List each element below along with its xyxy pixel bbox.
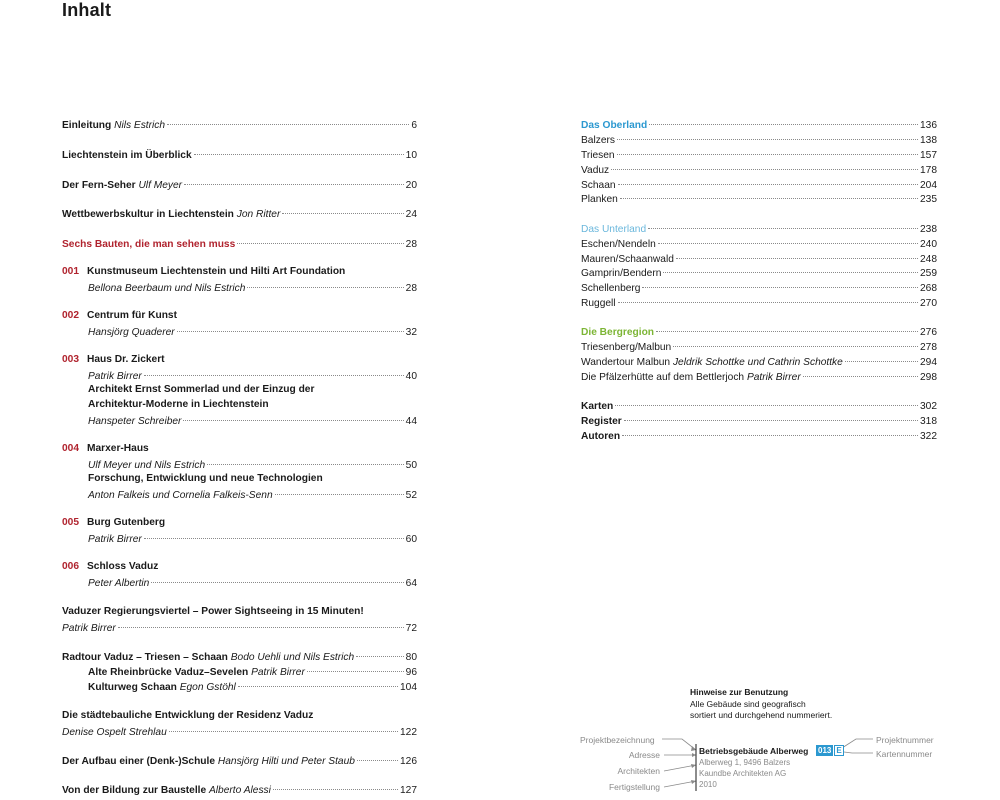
map-number-badge: E <box>836 746 842 755</box>
legend-label-fertigstellung: Fertigstellung <box>608 782 660 792</box>
toc-entry: Eschen/Nendeln 240 <box>581 236 937 250</box>
toc-entry: Vaduz 178 <box>581 162 937 176</box>
toc-building-entry: 006 Schloss Vaduz <box>62 561 159 572</box>
legend-sample-year: 2010 <box>699 780 717 789</box>
legend-sample-address: Alberweg 1, 9496 Balzers <box>699 758 791 767</box>
legend-title: Hinweise zur Benutzung <box>690 687 789 697</box>
toc-entry: Hanspeter Schreiber 44 <box>62 413 417 427</box>
toc-entry: Patrik Birrer 40 <box>62 368 417 382</box>
toc-entry: Einleitung Nils Estrich 6 <box>62 117 417 131</box>
toc-entry: Patrik Birrer 60 <box>62 531 417 545</box>
legend-label-projektbezeichnung: Projektbezeichnung <box>580 735 655 745</box>
project-number-badge: 013 <box>818 746 832 755</box>
toc-entry: Balzers 138 <box>581 132 937 146</box>
toc-entry: Die Pfälzerhütte auf dem Bettlerjoch Patrik Birrer 298 <box>581 369 937 383</box>
toc-entry: Hansjörg Quaderer 32 <box>62 324 417 338</box>
toc-entry: Vaduzer Regierungsviertel – Power Sightseeing in 15 Minuten! <box>62 606 364 617</box>
toc-entry: Alte Rheinbrücke Vaduz–Sevelen Patrik Birrer 96 <box>62 664 417 678</box>
legend-label-projektnummer: Projektnummer <box>876 735 934 745</box>
legend-label-kartennummer: Kartennummer <box>876 749 933 759</box>
legend-label-adresse: Adresse <box>628 750 660 760</box>
toc-entry: Wettbewerbskultur in Liechtenstein Jon Ritter 24 <box>62 206 417 220</box>
legend-label-architekten: Architekten <box>617 766 660 776</box>
legend-body: Alle Gebäude sind geografisch sortiert und durchgehend nummeriert. <box>690 699 833 720</box>
legend-sample-badge <box>816 745 844 756</box>
page-title: Inhalt <box>62 0 112 20</box>
legend-sample-name: Betriebsgebäude Alberweg <box>699 746 809 756</box>
toc-entry: Wandertour Malbun Jeldrik Schottke und Cathrin Schottke 294 <box>581 354 937 368</box>
toc-building-entry: 003 Haus Dr. Zickert <box>62 354 165 365</box>
toc-entry: Anton Falkeis und Cornelia Falkeis-Senn 52 <box>62 487 417 501</box>
toc-entry: Liechtenstein im Überblick 10 <box>62 147 417 161</box>
toc-entry: Radtour Vaduz – Triesen – Schaan Bodo Uehli und Nils Estrich 80 <box>62 649 417 663</box>
toc-entry: Bellona Beerbaum und Nils Estrich 28 <box>62 280 417 294</box>
toc-entry: Denise Ospelt Strehlau 122 <box>62 724 417 738</box>
toc-entry: Der Fern-Seher Ulf Meyer 20 <box>62 177 417 191</box>
toc-entry: Ulf Meyer und Nils Estrich 50 <box>62 457 417 471</box>
toc-region-heading: Das Unterland 238 <box>581 221 937 235</box>
toc-building-entry: 002 Centrum für Kunst <box>62 310 177 321</box>
toc-entry: Der Aufbau einer (Denk-)Schule Hansjörg Hilti und Peter Staub 126 <box>62 753 417 767</box>
toc-entry: Kulturweg Schaan Egon Gstöhl 104 <box>62 679 417 693</box>
toc-entry: Mauren/Schaanwald 248 <box>581 251 937 265</box>
toc-entry: Architekt Ernst Sommerlad und der Einzug der <box>88 384 315 395</box>
toc-region-heading: Das Oberland 136 <box>581 117 937 131</box>
toc-entry: Schaan 204 <box>581 177 937 191</box>
toc-section-heading: Sechs Bauten, die man sehen muss 28 <box>62 236 417 250</box>
toc-region-heading: Die Bergregion 276 <box>581 324 937 338</box>
toc-entry: Forschung, Entwicklung und neue Technologien <box>88 473 323 484</box>
toc-entry: Patrik Birrer 72 <box>62 620 417 634</box>
toc-entry: Register 318 <box>581 413 937 427</box>
toc-entry: Planken 235 <box>581 191 937 205</box>
legend-sample-architects: Kaundbe Architekten AG <box>699 769 787 778</box>
toc-entry: Die städtebauliche Entwicklung der Residenz Vaduz <box>62 710 314 721</box>
toc-entry: Triesen 157 <box>581 147 937 161</box>
legend-connector-lines <box>560 685 1000 800</box>
toc-building-entry: 004 Marxer-Haus <box>62 443 149 454</box>
toc-entry: Karten 302 <box>581 398 937 412</box>
toc-building-entry: 001 Kunstmuseum Liechtenstein und Hilti Art Foundation <box>62 266 346 277</box>
toc-entry: Gamprin/Bendern 259 <box>581 265 937 279</box>
toc-entry: Ruggell 270 <box>581 295 937 309</box>
toc-building-entry: 005 Burg Gutenberg <box>62 517 166 528</box>
toc-entry: Autoren 322 <box>581 428 937 442</box>
usage-legend <box>560 685 1000 800</box>
toc-entry: Von der Bildung zur Baustelle Alberto Alessi 127 <box>62 782 417 796</box>
toc-entry: Architektur-Moderne in Liechtenstein <box>88 399 269 410</box>
toc-entry: Peter Albertin 64 <box>62 575 417 589</box>
toc-entry: Schellenberg 268 <box>581 280 937 294</box>
toc-entry: Triesenberg/Malbun 278 <box>581 339 937 353</box>
